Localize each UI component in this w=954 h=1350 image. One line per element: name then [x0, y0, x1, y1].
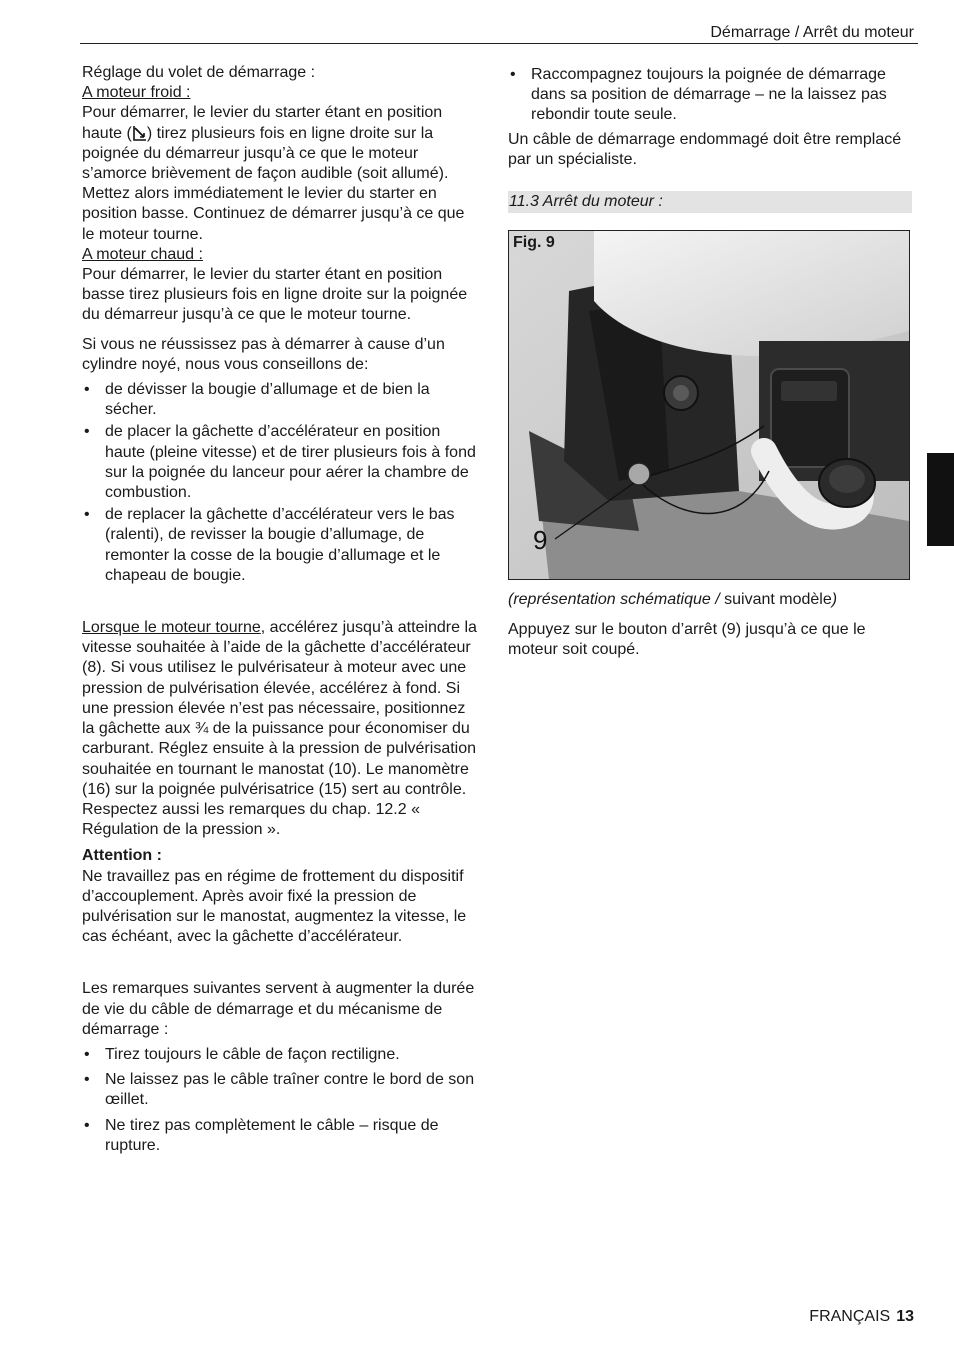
cable-intro: Les remarques suivantes servent à augmenter la durée de vie du câble de démarrage et du mécanisme de démarrage : — [82, 980, 475, 1038]
figure-caption — [508, 590, 912, 610]
running-text: , accélérez jusqu’à atteindre la vitesse souhaitée à l’aide de la gâchette d’accélérateur (8). Si vous utilisez le pulvérisateur à moteur avec une pression de pulvérisation élevée, accélérez à fond. Si une pression élevée n’est pas nécessaire, positionnez la gâchette aux ¾ de la puissance pour économiser du carburant. Réglez ensuite à la pression de pulvérisation souhaitée en tournant le manostat (10). Le manomètre (16) sur la poignée pulvérisatrice (15) sert au contrôle. — [82, 619, 477, 798]
damaged-cable-text: Un câble de démarrage endommagé doit être remplacé par un spécialiste. — [508, 130, 902, 168]
figure-callout-9: 9 — [533, 525, 548, 556]
page-footer — [809, 1307, 914, 1327]
caption-italic: (représentation schématique / — [508, 591, 725, 609]
list-item: • de replacer la gâchette d’accélérateur vers le bas (ralenti), de revisser la bougie d’allumage, de remonter la cosse de la bougie d’allumage et le chapeau de bougie. — [82, 505, 478, 586]
choke-lever-icon — [132, 125, 147, 141]
language-thumb-tab — [927, 453, 954, 546]
running-paragraph — [82, 618, 478, 800]
running-paragraph-2: Respectez aussi les remarques du chap. 12.2 « Régulation de la pression ». — [82, 800, 420, 839]
caption-close: ) — [831, 591, 838, 609]
attention-text: Ne travaillez pas en régime de frottement du dispositif d’accouplement. Après avoir fixé la pression de pulvérisation sur le manostat, augmentez la vitesse, le cas échéant, avec la gâchette d’accélérateur. — [82, 867, 467, 946]
warm-engine-text: Pour démarrer, le levier du starter étant en position basse tirez plusieurs fois en ligne droite sur la poignée du démarreur jusqu’à ce que le moteur tourne. — [82, 266, 468, 324]
cold-engine-text-2: Mettez alors immédiatement le levier du starter en position basse. Continuez de démarrer jusqu’à ce que le moteur tourne. — [82, 185, 465, 243]
list-item: • Ne laissez pas le câble traîner contre le bord de son œillet. — [82, 1070, 478, 1110]
engine-photo — [509, 231, 909, 579]
cold-engine-text — [82, 103, 478, 184]
figure-9 — [508, 230, 910, 580]
list-item: • de placer la gâchette d’accélérateur en position haute (pleine vitesse) et de tirer plusieurs fois à fond sur la poignée du lanceur pour aérer la chambre de combustion. — [82, 422, 478, 503]
header-rule — [80, 43, 918, 44]
cold-engine-heading: A moteur froid : — [82, 84, 191, 102]
running-header: Démarrage / Arrêt du moteur — [710, 24, 914, 41]
warm-engine-heading: A moteur chaud : — [82, 245, 203, 263]
page-number: 13 — [896, 1308, 914, 1325]
choke-intro: Réglage du volet de démarrage : — [82, 64, 316, 81]
running-lead: Lorsque le moteur tourne — [82, 619, 261, 637]
caption-normal: suivant modèle — [724, 591, 832, 609]
footer-language: FRANÇAIS — [809, 1308, 891, 1325]
list-item: • Raccompagnez toujours la poignée de démarrage dans sa position de démarrage – ne la laissez pas rebondir toute seule. — [508, 65, 912, 126]
right-column — [508, 65, 912, 661]
list-item: • de dévisser la bougie d’allumage et de bien la sécher. — [82, 380, 478, 420]
flooded-intro: Si vous ne réussissez pas à démarrer à cause d’un cylindre noyé, nous vous conseillons de: — [82, 335, 445, 373]
flooded-list — [82, 380, 478, 586]
list-item: • Ne tirez pas complètement le câble – risque de rupture. — [82, 1116, 478, 1156]
cold-text-part-a: Pour démarrer, le levier du starter étant en position haute ( — [82, 104, 443, 142]
figure-label: Fig. 9 — [509, 231, 559, 256]
cable-list-continued — [508, 65, 912, 126]
left-column — [82, 63, 478, 1156]
cable-list — [82, 1045, 478, 1156]
section-heading-stop-engine: 11.3 Arrêt du moteur : — [508, 191, 912, 213]
attention-label: Attention : — [82, 847, 162, 865]
list-item: • Tirez toujours le câble de façon rectiligne. — [82, 1045, 478, 1065]
stop-engine-text: Appuyez sur le bouton d’arrêt (9) jusqu’à ce que le moteur soit coupé. — [508, 621, 866, 659]
cold-text-part-b: ) tirez plusieurs fois en ligne droite sur la poignée du démarreur jusqu’à ce que le moteur s’amorce brièvement de façon audible (soit allumé). — [82, 124, 449, 183]
